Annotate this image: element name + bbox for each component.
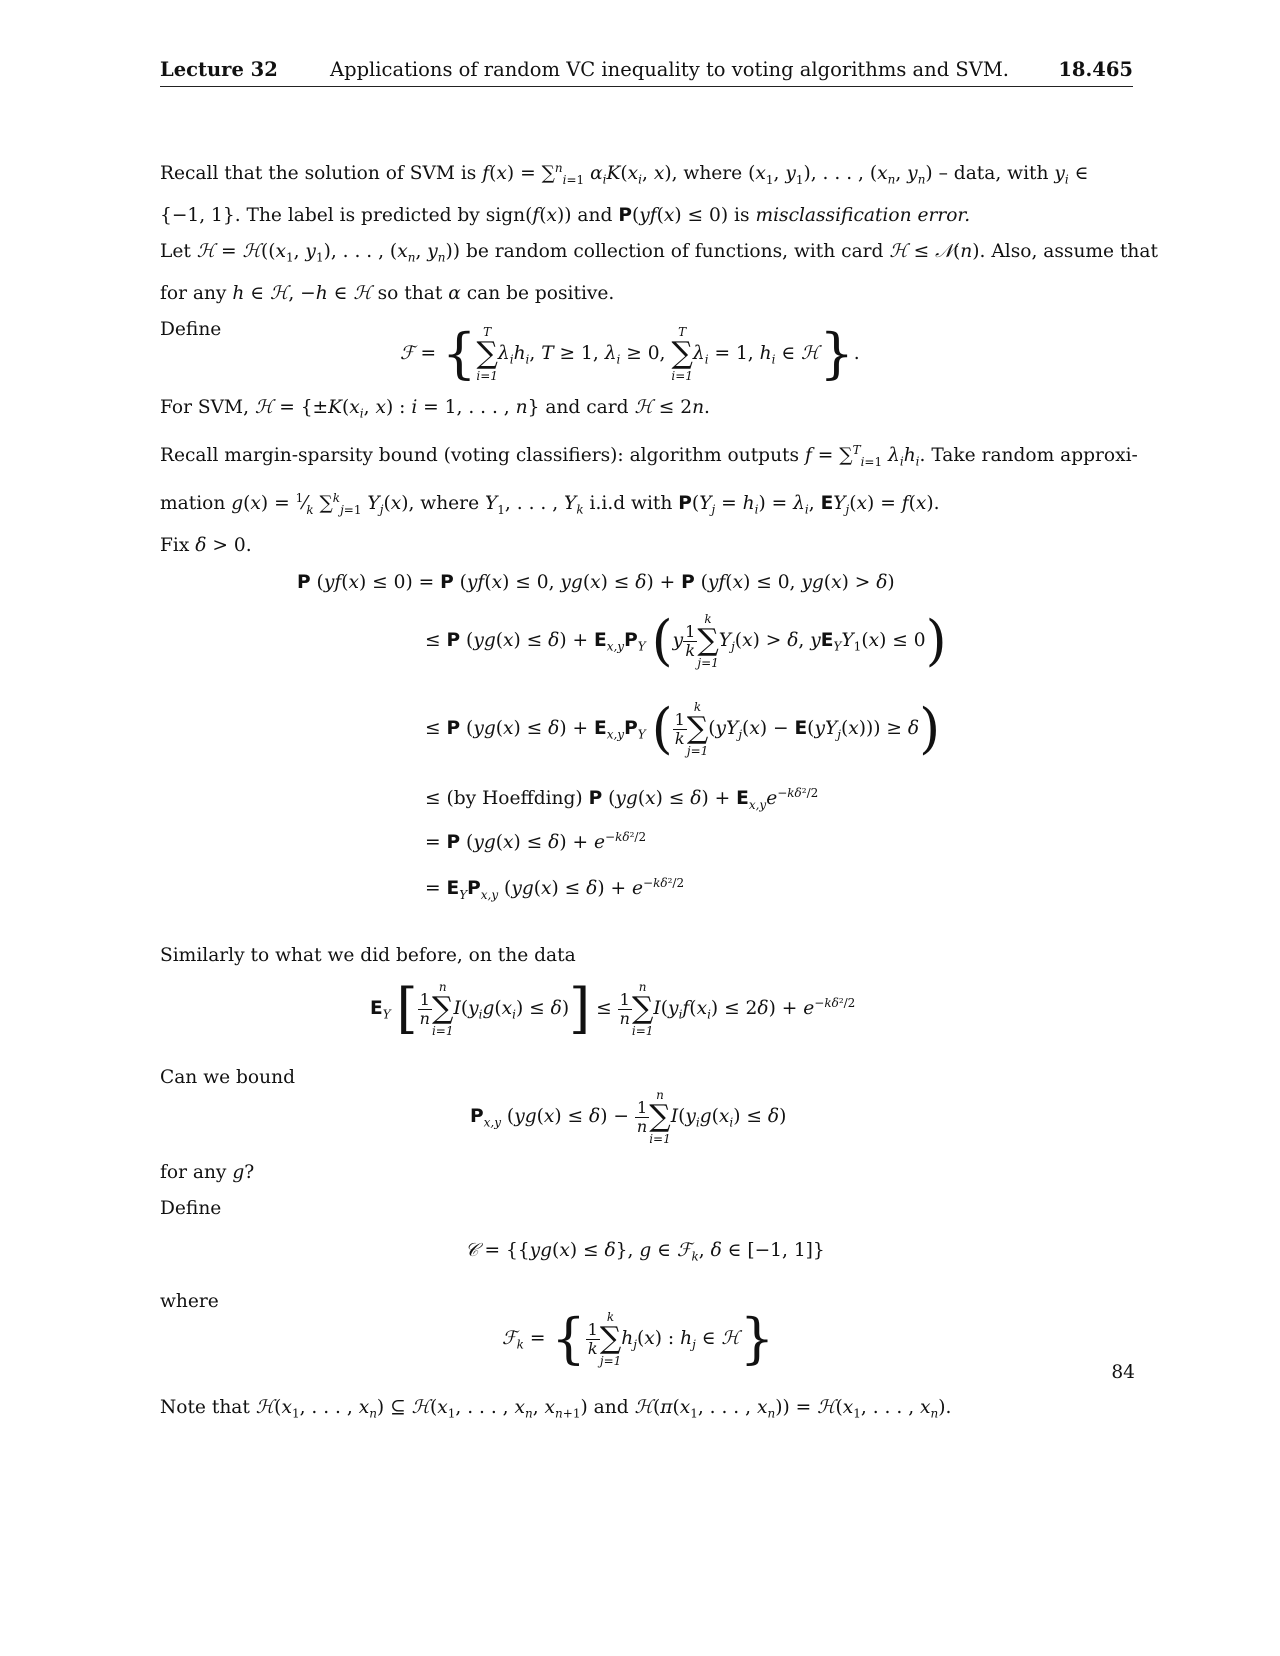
- text-span: ) and: [564, 204, 613, 226]
- text-span: Note that: [160, 1397, 250, 1418]
- equation-fk-definition: ℱ$_k$ = { $\frac{1}{k}$ k ∑ j=1 $h_j(x)$ : $h_j$ ∈ ℋ}: [502, 1307, 775, 1370]
- derivation-line-3: ≤ P $(yg(x) \le \delta) + E_{x,y}P_Y$ ( $\frac{1}{k}$ k ∑ j=1 $(yY_j(x) - E(yY_j(x))) \ge \delta$): [425, 697, 941, 760]
- text-span: Can we bound: [160, 1067, 295, 1088]
- text-span: . Also, assume that: [979, 240, 1158, 262]
- text-span: , where: [671, 163, 743, 185]
- text-span: be random collection of functions, with card: [465, 240, 884, 262]
- emphasized-term: misclassification error.: [755, 204, 971, 226]
- text-span: is: [734, 204, 750, 226]
- text-span: . The label is predicted by sign(: [234, 204, 533, 226]
- for-any-paragraph: for any g? Define: [160, 1162, 255, 1219]
- text-span: Recall that the solution of SVM is: [160, 163, 477, 185]
- text-span: Let: [160, 240, 191, 262]
- text-span: Similarly to what we did before, on the data: [160, 945, 576, 966]
- text-span: where: [160, 1291, 219, 1312]
- text-span: Define: [160, 318, 222, 340]
- text-span: Fix: [160, 534, 190, 556]
- text-span: mation: [160, 492, 226, 514]
- text-span: For SVM,: [160, 397, 249, 418]
- text-span: – data, with: [938, 163, 1049, 185]
- similarly-paragraph: [160, 938, 1135, 974]
- derivation-line-6: = $E_YP_{x,y}$ $(yg(x) \le \delta) + e^{-k\delta^2/2}$: [425, 876, 685, 902]
- intro-paragraph: Recall that the solution of SVM is f(x) = ∑$^n_{i=1}$ $\alpha_iK(x_i$, x), where ($x_1$, $y_1$), . . . , ($x_n$, $y_n$) – data, with $y_i$ ∈ {−1, 1}. The label is predicted by sign(f(x)) and P(yf(x) ≤ 0) is misclassification error. Let ℋ = $ℋ((x_1$, $y_1$), . . . , ($x_n$, $y_n$)) be random collection of functions, with card ℋ ≤ 𝒩(n). Also, assume that for any h ∈ ℋ, −h ∈ ℋ so that α can be positive. Define: [160, 161, 1158, 340]
- text-span: . Take random approxi-: [919, 444, 1138, 466]
- text-span: , where: [408, 492, 480, 514]
- text-span: for any: [160, 1162, 227, 1183]
- text-span: for any: [160, 282, 227, 304]
- equation-deviation: $P_{x,y}$ (yg(x) ≤ δ) − $\frac{1}{n}$ n ∑ i=1 $I(y_ig(x_i) \le \delta)$: [470, 1088, 787, 1146]
- derivation-line-2: ≤ P $(yg(x) \le \delta) + E_{x,y}P_Y$ (y $\frac{1}{k}$ k ∑ j=1 $Y_j(x) > \delta$, $yE_YY_1(x) \le 0$): [425, 609, 947, 672]
- text-span: and card: [545, 397, 629, 418]
- lecture-title: Applications of random VC inequality to voting algorithms and SVM.: [330, 58, 1009, 81]
- running-header: [160, 56, 1133, 87]
- page-number: 84: [1111, 1362, 1135, 1383]
- text-span: Recall margin-sparsity bound (voting classifiers): algorithm outputs: [160, 444, 800, 466]
- note-paragraph: Note that $ℋ(x_1$, . . . , $x_n$) ⊆ $ℋ(x_1$, . . . , $x_n$, $x_{n+1}$) and $ℋ(\pi(x_1$, . . . , $x_n$)) = $ℋ(x_1$, . . . , $x_n$).: [160, 1397, 952, 1421]
- text-span: can be positive.: [466, 282, 615, 304]
- svm-paragraph: For SVM, ℋ = {$\pm K(x_i$, x) : i = 1, . . . , n} and card ℋ ≤ 2n. Recall margin-sparsity bound (voting classifiers): algorithm outputs f = ∑$^T_{i=1}$ $\lambda_ih_i$. Take random approxi- mation $g(x) = ^1⁄_k$ ∑$^k_{j=1}$ $Y_j(x)$, where $Y_1$, . . . , $Y_k$ i.i.d with $P(Y_j = h_i) = \lambda_i$, $EY_j(x) = f(x)$. Fix δ > 0.: [160, 397, 1138, 556]
- equation-class-c: 𝒞 = {{yg(x) ≤ δ}, g ∈ ℱ$_k$, δ ∈ [−1, 1]}: [465, 1240, 825, 1264]
- text-span: Define: [160, 1198, 222, 1219]
- derivation-line-1: P (yf(x) ≤ 0) = P (yf(x) ≤ 0, yg(x) ≤ δ) + P (yf(x) ≤ 0, yg(x) > δ): [297, 572, 895, 593]
- equation-f-definition: ℱ = { T ∑ i=1 $\lambda_ih_i$, T ≥ 1, $\lambda_i \ge 0$, T ∑ i=1 $\lambda_i = 1$, $h_i$ ∈ ℋ}.: [400, 322, 860, 385]
- lecture-label: Lecture 32: [160, 58, 278, 81]
- hoeffding-label: (by Hoeffding): [446, 788, 583, 810]
- equation-empirical-bound: $E_Y$ [ $\frac{1}{n}$ n ∑ i=1 $I(y_ig(x_i) \le \delta)$] ≤ $\frac{1}{n}$ n ∑ i=1 $I(y_if(x_i) \le 2\delta) + e^{-k\delta^2/2}$: [370, 977, 856, 1040]
- derivation-line-5: = P $(yg(x) \le \delta) + e^{-k\delta^2/2}$: [425, 830, 647, 854]
- course-number: 18.465: [1058, 58, 1133, 81]
- text-span: so that: [377, 282, 443, 304]
- text-span: and: [593, 1397, 629, 1418]
- text-span: i.i.d with: [589, 492, 673, 514]
- derivation-line-4: ≤ (by Hoeffding) P $(yg(x) \le \delta) + E_{x,y}e^{-k\delta^2/2}$: [425, 786, 819, 812]
